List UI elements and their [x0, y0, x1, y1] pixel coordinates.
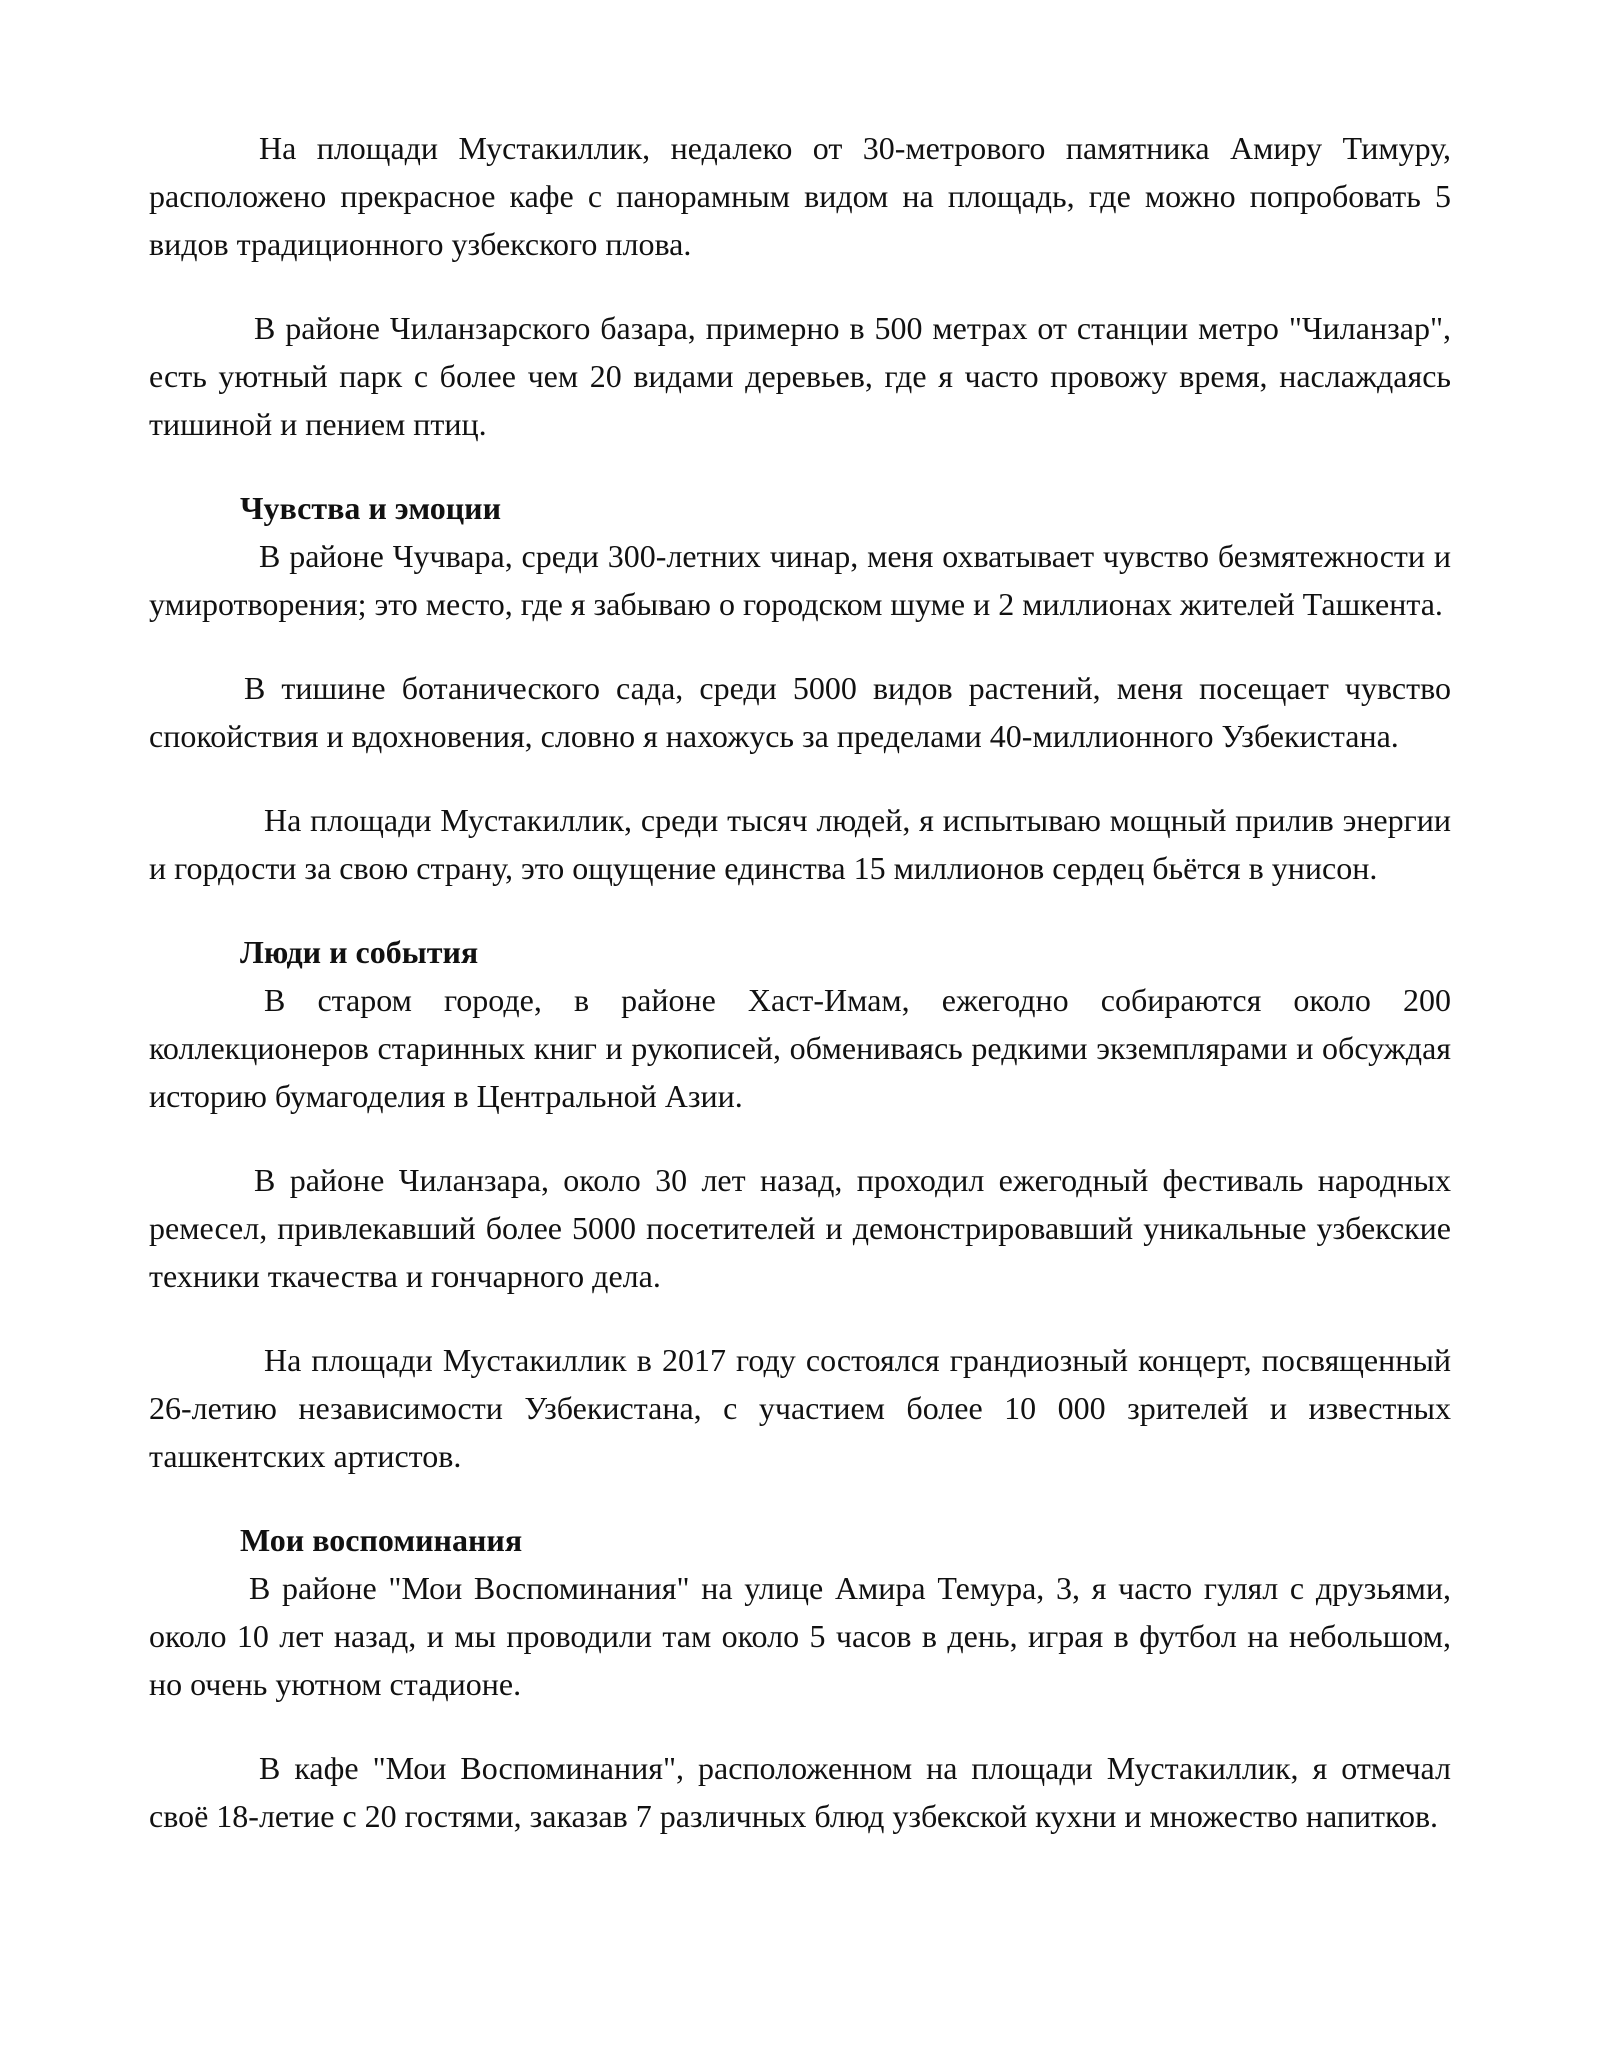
paragraph-people-concert: На площади Мустакиллик в 2017 году состоялся грандиозный концерт, посвященный 26-летию независимости Узбекистана, с участием более 10 000 зрителей и известных ташкентских артистов.: [149, 1342, 1451, 1474]
paragraph-intro-park: В районе Чиланзарского базара, примерно в 500 метрах от станции метро "Чиланзар", есть уютный парк с более чем 20 видами деревьев, где я часто провожу время, наслаждаясь тишиной и пением птиц.: [149, 310, 1451, 442]
section-heading-people: Люди и события: [240, 934, 479, 970]
paragraph-people-collectors: В старом городе, в районе Хаст-Имам, ежегодно собираются около 200 коллекционеров старинных книг и рукописей, обмениваясь редкими экземплярами и обсуждая историю бумагоделия в Центральной Азии.: [149, 982, 1451, 1114]
document-body: [149, 124, 1451, 1840]
paragraph-feelings-botanical: В тишине ботанического сада, среди 5000 видов растений, меня посещает чувство спокойствия и вдохновения, словно я нахожусь за пределами 40-миллионного Узбекистана.: [149, 670, 1451, 754]
section-heading-feelings: Чувства и эмоции: [240, 490, 502, 526]
paragraph-feelings-chuchvara: В районе Чучвара, среди 300-летних чинар, меня охватывает чувство безмятежности и умиротворения; это место, где я забываю о городском шуме и 2 миллионах жителей Ташкента.: [149, 538, 1451, 622]
paragraph-people-festival: В районе Чиланзара, около 30 лет назад, проходил ежегодный фестиваль народных ремесел, привлекавший более 5000 посетителей и демонстрировавший уникальные узбекские техники ткачества и гончарного дела.: [149, 1162, 1451, 1294]
paragraph-memories-cafe: В кафе "Мои Воспоминания", расположенном на площади Мустакиллик, я отмечал своё 18-летие с 20 гостями, заказав 7 различных блюд узбекской кухни и множество напитков.: [149, 1750, 1451, 1834]
paragraph-memories-stadium: В районе "Мои Воспоминания" на улице Амира Темура, 3, я часто гулял с друзьями, около 10 лет назад, и мы проводили там около 5 часов в день, играя в футбол на небольшом, но очень уютном стадионе.: [149, 1570, 1451, 1702]
paragraph-intro-cafe: На площади Мустакиллик, недалеко от 30-метрового памятника Амиру Тимуру, расположено прекрасное кафе с панорамным видом на площадь, где можно попробовать 5 видов традиционного узбекского плова.: [149, 130, 1451, 262]
paragraph-feelings-square: На площади Мустакиллик, среди тысяч людей, я испытываю мощный прилив энергии и гордости за свою страну, это ощущение единства 15 миллионов сердец бьётся в унисон.: [149, 802, 1451, 886]
section-heading-memories: Мои воспоминания: [240, 1522, 523, 1558]
